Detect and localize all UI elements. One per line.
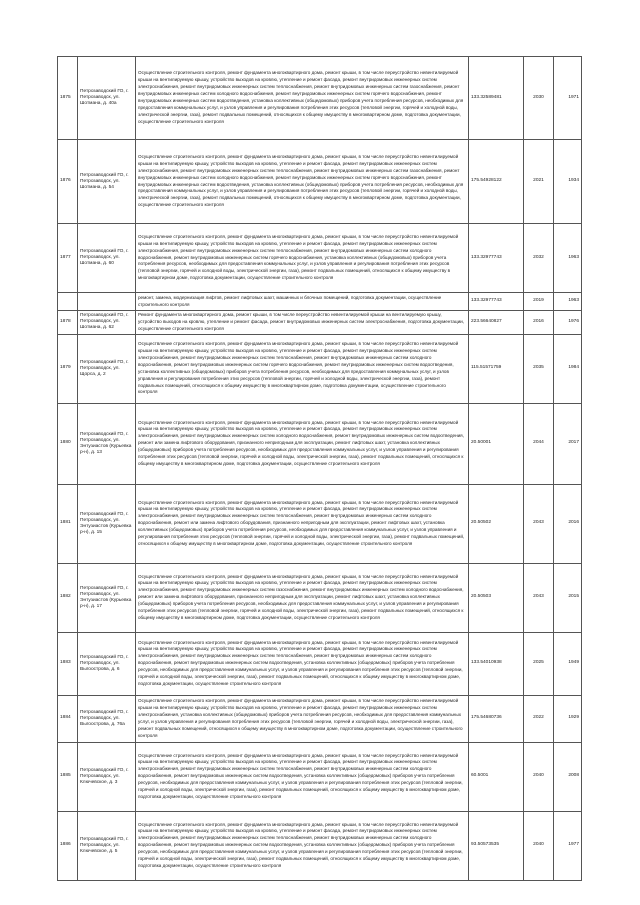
- cost-cell: 175.54680736: [469, 695, 524, 742]
- table-row: [58, 334, 582, 403]
- address-cell: Петрозаводский ГО, г. Петрозаводск, ул. Ключевское, д. 3: [78, 742, 136, 811]
- build-year-cell: 1929: [554, 695, 582, 742]
- build-year-cell: 1963: [554, 224, 582, 293]
- build-year-cell: 1976: [554, 311, 582, 335]
- cost-cell: 133.32977743: [469, 293, 524, 311]
- cost-cell: 133.32977743: [469, 224, 524, 293]
- document-page: [57, 56, 581, 881]
- row-number-cell: 1880: [58, 403, 78, 484]
- table-row: [58, 311, 582, 335]
- works-description-cell: Осуществление строительного контроля, ремонт фундамента многоквартирного дома, ремонт крыши, в том числе переустройство невентилируемой крыши на вентилируемую крышу, устройство выходов на кровлю, утепление и ремонт фасада, ремонт внутридомовых инженерных систем электроснабжения, установка коллективных (общедомовых) приборов учета потребления ресурсов, необходимых для предоставления коммунальных услуг, и узлов управления и регулирования потребления этих ресурсов (тепловой энергии, горячей и холодной воды, электрической энергии, газа), ремонт подвальных помещений, относящихся к общему имуществу в многоквартирном доме, подготовка документации, осуществление строительного контроля: [136, 695, 469, 742]
- table-row: [58, 140, 582, 224]
- table-row: [58, 484, 582, 563]
- address-cell: Петрозаводский ГО, г. Петрозаводск, ул. Щорса, д. 2: [78, 334, 136, 403]
- row-number-cell: 1882: [58, 563, 78, 632]
- planned-year-cell: 2035: [524, 334, 554, 403]
- planned-year-cell: 2040: [524, 811, 554, 880]
- works-description-cell: Осуществление строительного контроля, ремонт фундамента многоквартирного дома, ремонт крыши, в том числе переустройство невентилируемой крыши на вентилируемую крышу, устройство выходов на кровлю, утепление и ремонт фасада, ремонт внутридомовых инженерных систем электроснабжения, ремонт внутридомовых инженерных систем теплоснабжения, ремонт внутридомовых инженерных систем холодного водоснабжения, ремонт внутридомовых инженерных систем водоотведения, установка коллективных (общедомовых) приборов учета потребления ресурсов, необходимых для предоставления коммунальных услуг, и узлов управления и регулирования потребления этих ресурсов (тепловой энергии, горячей и холодной воды, электрической энергии, газа), ремонт подвальных помещений, относящихся к общему имуществу в многоквартирном доме, подготовка документации, осуществление строительного контроля: [136, 632, 469, 695]
- row-number-cell: 1878: [58, 311, 78, 335]
- works-description-cell: Осуществление строительного контроля, ремонт фундамента многоквартирного дома, ремонт крыши, в том числе переустройство невентилируемой крыши на вентилируемую крышу, устройство выходов на кровлю, утепление и ремонт фасада, ремонт внутридомовых инженерных систем электроснабжения, ремонт внутридомовых инженерных систем газоснабжения, ремонт внутридомовых инженерных систем холодного водоснабжения, ремонт или замена лифтового оборудования, признанного непригодным для эксплуатации, ремонт лифтовых шахт, установка коллективных (общедомовых) приборов учета потребления ресурсов, необходимых для предоставления коммунальных услуг, и узлов управления и регулирования потребления этих ресурсов (тепловой энергии, горячей и холодной воды, электрической энергии, газа), ремонт подвальных помещений, относящихся к общему имуществу в многоквартирном доме, подготовка документации, осуществление строительного контроля: [136, 563, 469, 632]
- planned-year-cell: 2040: [524, 742, 554, 811]
- table-row: [58, 563, 582, 632]
- works-description-cell: Осуществление строительного контроля, ремонт фундамента многоквартирного дома, ремонт крыши, в том числе переустройство невентилируемой крыши на вентилируемую крышу, устройство выходов на кровлю, утепление и ремонт фасада, ремонт внутридомовых инженерных систем электроснабжения, ремонт внутридомовых инженерных систем теплоснабжения, ремонт внутридомовых инженерных систем холодного водоснабжения, ремонт внутридомовых инженерных систем водоотведения, установка коллективных (общедомовых) приборов учета потребления ресурсов, необходимых для предоставления коммунальных услуг, и узлов управления и регулирования потребления этих ресурсов (тепловой энергии, горячей и холодной воды, электрической энергии, газа), ремонт подвальных помещений, относящихся к общему имуществу в многоквартирном доме, подготовка документации, осуществление строительного контроля: [136, 742, 469, 811]
- address-cell: Петрозаводский ГО, г. Петрозаводск, ул. Энтузиастов (Курьевка р-н), д. 15: [78, 484, 136, 563]
- planned-year-cell: 2021: [524, 140, 554, 224]
- table-body: [58, 57, 582, 881]
- cost-cell: 60.5001: [469, 742, 524, 811]
- address-cell: [78, 293, 136, 311]
- build-year-cell: 2016: [554, 484, 582, 563]
- table-row: [58, 403, 582, 484]
- works-description-cell: ремонт, замена, модернизация лифтов, ремонт лифтовых шахт, машинных и блочных помещений, подготовка документации, осуществление строительного контроля: [136, 293, 469, 311]
- row-number-cell: 1877: [58, 224, 78, 293]
- planned-year-cell: 2044: [524, 403, 554, 484]
- planned-year-cell: 2043: [524, 484, 554, 563]
- planned-year-cell: 2030: [524, 57, 554, 140]
- table-row: [58, 742, 582, 811]
- build-year-cell: 1963: [554, 293, 582, 311]
- works-description-cell: Осуществление строительного контроля, ремонт фундамента многоквартирного дома, ремонт крыши, в том числе переустройство невентилируемой крыши на вентилируемую крышу, устройство выходов на кровлю, утепление и ремонт фасада, ремонт внутридомовых инженерных систем электроснабжения, ремонт внутридомовых инженерных систем теплоснабжения, ремонт внутридомовых инженерных систем холодного водоснабжения, ремонт внутридомовых инженерных систем водоотведения, установка коллективных (общедомовых) приборов учета потребления ресурсов, необходимых для предоставления коммунальных услуг, и узлов управления и регулирования потребления этих ресурсов (тепловой энергии, горячей и холодной воды, электрической энергии, газа), ремонт подвальных помещений, относящихся к общему имуществу в многоквартирном доме, подготовка документации, осуществление строительного контроля: [136, 811, 469, 880]
- planned-year-cell: 2019: [524, 293, 554, 311]
- row-number-cell: 1883: [58, 632, 78, 695]
- row-number-cell: 1879: [58, 334, 78, 403]
- planned-year-cell: 2022: [524, 695, 554, 742]
- cost-cell: 20.50001: [469, 403, 524, 484]
- address-cell: Петрозаводский ГО, г. Петрозаводск, ул. Шотмана, д. 60: [78, 224, 136, 293]
- planned-year-cell: 2032: [524, 224, 554, 293]
- works-description-cell: Осуществление строительного контроля, ремонт фундамента многоквартирного дома, ремонт крыши, в том числе переустройство невентилируемой крыши на вентилируемую крышу, устройство выходов на кровлю, утепление и ремонт фасада, ремонт внутридомовых инженерных систем электроснабжения, ремонт внутридомовых инженерных систем теплоснабжения, ремонт внутридомовых инженерных систем газоснабжения, ремонт внутридомовых инженерных систем холодного водоснабжения, ремонт внутридомовых инженерных систем горячего водоснабжения, ремонт внутридомовых инженерных систем водоотведения, установка коллективных (общедомовых) приборов учета потребления ресурсов, необходимых для предоставления коммунальных услуг, и узлов управления и регулирования потребления этих ресурсов (тепловой энергии, горячей и холодной воды, электрической энергии, газа), ремонт подвальных помещений, относящихся к общему имуществу в многоквартирном доме, подготовка документации, осуществление строительного контроля: [136, 140, 469, 224]
- row-number-cell: 1886: [58, 811, 78, 880]
- address-cell: Петрозаводский ГО, г. Петрозаводск, ул. Шотмана, д. 40а: [78, 57, 136, 140]
- works-description-cell: Осуществление строительного контроля, ремонт фундамента многоквартирного дома, ремонт крыши, в том числе переустройство невентилируемой крыши на вентилируемую крышу, устройство выходов на кровлю, утепление и ремонт фасада, ремонт внутридомовых инженерных систем электроснабжения, ремонт внутридомовых инженерных систем холодного водоснабжения, ремонт внутридомовых инженерных систем водоотведения, ремонт или замена лифтового оборудования, признанного непригодным для эксплуатации, ремонт лифтовых шахт, установка коллективных (общедомовых) приборов учета потребления ресурсов, необходимых для предоставления коммунальных услуг, и узлов управления и регулирования потребления этих ресурсов (тепловой энергии, горячей и холодной воды, электрической энергии, газа), ремонт подвальных помещений, относящихся к общему имуществу в многоквартирном доме, подготовка документации, осуществление строительного контроля: [136, 403, 469, 484]
- build-year-cell: 1934: [554, 140, 582, 224]
- row-number-cell: 1881: [58, 484, 78, 563]
- planned-year-cell: 2016: [524, 311, 554, 335]
- row-number-cell: 1884: [58, 695, 78, 742]
- cost-cell: 223.56640827: [469, 311, 524, 335]
- planned-year-cell: 2025: [524, 632, 554, 695]
- build-year-cell: 1971: [554, 57, 582, 140]
- table-row: [58, 811, 582, 880]
- build-year-cell: 1977: [554, 811, 582, 880]
- cost-cell: 93.50573535: [469, 811, 524, 880]
- row-number-cell: [58, 293, 78, 311]
- address-cell: Петрозаводский ГО, г. Петрозаводск, ул. Выгоострова, д. 76а: [78, 695, 136, 742]
- address-cell: Петрозаводский ГО, г. Петрозаводск, ул. Выгоострова, д. 6: [78, 632, 136, 695]
- planned-year-cell: 2043: [524, 563, 554, 632]
- address-cell: Петрозаводский ГО, г. Петрозаводск, ул. Ключевское, д. 5: [78, 811, 136, 880]
- table-row: [58, 695, 582, 742]
- table-row: [58, 224, 582, 293]
- address-cell: Петрозаводский ГО, г. Петрозаводск, ул. Шотмана, д. 54: [78, 140, 136, 224]
- build-year-cell: 1984: [554, 334, 582, 403]
- cost-cell: 20.50503: [469, 563, 524, 632]
- cost-cell: 115.51571759: [469, 334, 524, 403]
- cost-cell: 133.54010938: [469, 632, 524, 695]
- cost-cell: 175.54928122: [469, 140, 524, 224]
- row-number-cell: 1885: [58, 742, 78, 811]
- build-year-cell: 2008: [554, 742, 582, 811]
- works-description-cell: Осуществление строительного контроля, ремонт фундамента многоквартирного дома, ремонт крыши, в том числе переустройство невентилируемой крыши на вентилируемую крышу, устройство выходов на кровлю, утепление и ремонт фасада, ремонт внутридомовых инженерных систем электроснабжения, ремонт внутридомовых инженерных систем теплоснабжения, ремонт внутридомовых инженерных систем холодного водоснабжения, ремонт или замена лифтового оборудования, признанного непригодным для эксплуатации, ремонт лифтовых шахт, установка коллективных (общедомовых) приборов учета потребления ресурсов, необходимых для предоставления коммунальных услуг, и узлов управления и регулирования потребления этих ресурсов (тепловой энергии, горячей и холодной воды, электрической энергии, газа), ремонт подвальных помещений, относящихся к общему имуществу в многоквартирном доме, подготовка документации, осуществление строительного контроля: [136, 484, 469, 563]
- works-description-cell: Ремонт фундамента многоквартирного дома, ремонт крыши, в том числе переустройство невентилируемой крыши на вентилируемую крышу, устройство выходов на кровлю, утепление и ремонт фасада, ремонт внутридомовых инженерных систем электроснабжения, подготовка документации, осуществление строительного контроля: [136, 311, 469, 335]
- table-row: [58, 632, 582, 695]
- row-number-cell: 1875: [58, 57, 78, 140]
- build-year-cell: 2017: [554, 403, 582, 484]
- table-row: [58, 293, 582, 311]
- address-cell: Петрозаводский ГО, г. Петрозаводск, ул. Шотмана, д. 62: [78, 311, 136, 335]
- works-description-cell: Осуществление строительного контроля, ремонт фундамента многоквартирного дома, ремонт крыши, в том числе переустройство невентилируемой крыши на вентилируемую крышу, устройство выходов на кровлю, утепление и ремонт фасада, ремонт внутридомовых инженерных систем электроснабжения, ремонт внутридомовых инженерных систем теплоснабжения, ремонт внутридомовых инженерных систем холодного водоснабжения, ремонт внутридомовых инженерных систем горячего водоснабжения, установка коллективных (общедомовых) приборов учета потребления ресурсов, необходимых для предоставления коммунальных услуг, и узлов управления и регулирования потребления этих ресурсов (тепловой энергии, горячей и холодной воды, электрической энергии, газа), ремонт подвальных помещений, относящихся к общему имуществу в многоквартирном доме, подготовка документации, осуществление строительного контроля: [136, 224, 469, 293]
- cost-cell: 20.50502: [469, 484, 524, 563]
- table-row: [58, 57, 582, 140]
- address-cell: Петрозаводский ГО, г. Петрозаводск, ул. Энтузиастов (Курьевка р-н), д. 17: [78, 563, 136, 632]
- works-description-cell: Осуществление строительного контроля, ремонт фундамента многоквартирного дома, ремонт крыши, в том числе переустройство невентилируемой крыши на вентилируемую крышу, устройство выходов на кровлю, утепление и ремонт фасада, ремонт внутридомовых инженерных систем электроснабжения, ремонт внутридомовых инженерных систем теплоснабжения, ремонт внутридомовых инженерных систем газоснабжения, ремонт внутридомовых инженерных систем холодного водоснабжения, ремонт внутридомовых инженерных систем горячего водоснабжения, ремонт внутридомовых инженерных систем водоотведения, установка коллективных (общедомовых) приборов учета потребления ресурсов, необходимых для предоставления коммунальных услуг, и узлов управления и регулирования потребления этих ресурсов (тепловой энергии, горячей и холодной воды, электрической энергии, газа), ремонт подвальных помещений, относящихся к общему имуществу в многоквартирном доме, подготовка документации, осуществление строительного контроля: [136, 57, 469, 140]
- works-description-cell: Осуществление строительного контроля, ремонт фундамента многоквартирного дома, ремонт крыши, в том числе переустройство невентилируемой крыши на вентилируемую крышу, устройство выходов на кровлю, утепление и ремонт фасада, ремонт внутридомовых инженерных систем электроснабжения, ремонт внутридомовых инженерных систем теплоснабжения, ремонт внутридомовых инженерных систем холодного водоснабжения, ремонт внутридомовых инженерных систем горячего водоснабжения, ремонт внутридомовых инженерных систем водоотведения, установка коллективных (общедомовых) приборов учета потребления ресурсов, необходимых для предоставления коммунальных услуг, и узлов управления и регулирования потребления этих ресурсов (тепловой энергии, горячей и холодной воды, электрической энергии, газа), ремонт подвальных помещений, относящихся к общему имуществу в многоквартирном доме, подготовка документации, осуществление строительного контроля: [136, 334, 469, 403]
- address-cell: Петрозаводский ГО, г. Петрозаводск, ул. Энтузиастов (Курьевка р-н), д. 13: [78, 403, 136, 484]
- cost-cell: 133.32589481: [469, 57, 524, 140]
- build-year-cell: 2015: [554, 563, 582, 632]
- capital-repair-table: [57, 56, 582, 881]
- build-year-cell: 1949: [554, 632, 582, 695]
- row-number-cell: 1876: [58, 140, 78, 224]
